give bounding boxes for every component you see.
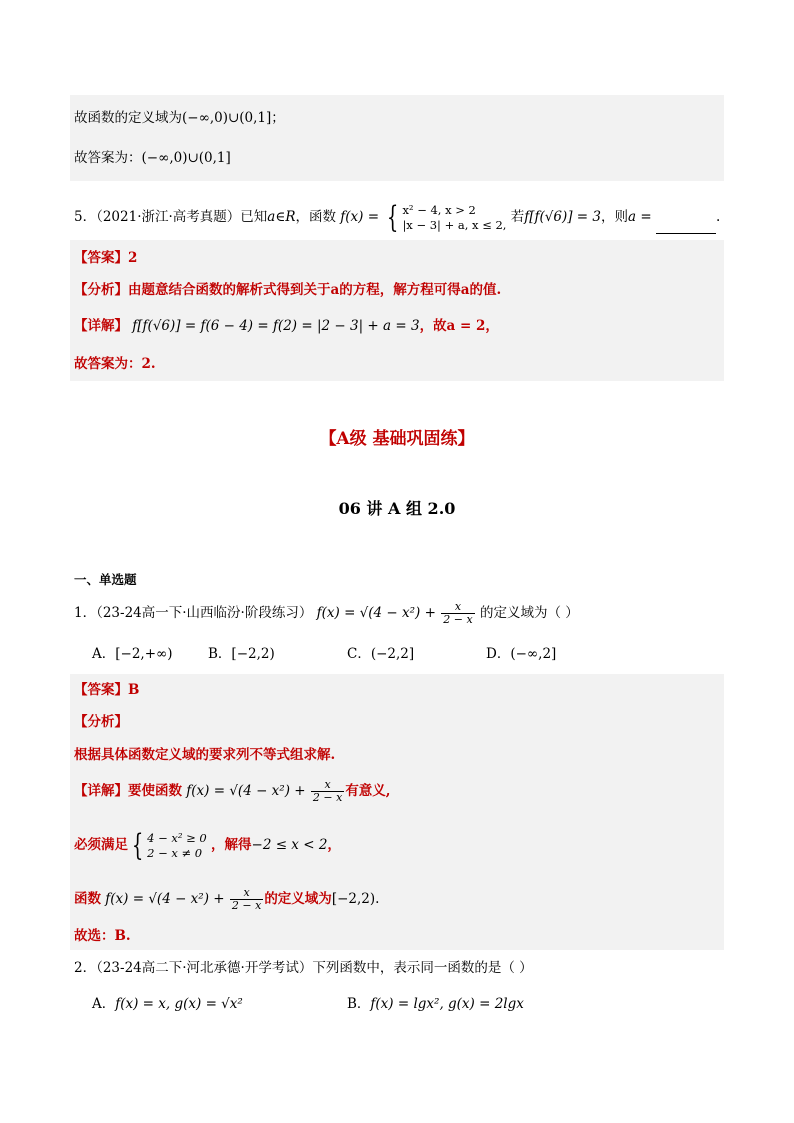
prev-answer-line: 故答案为：(−∞,0)∪(0,1] [74,150,231,166]
option-value: [−2,+∞) [115,646,173,662]
q1-option-b[interactable] [208,644,275,664]
q5-if: 若 [510,209,525,225]
q5-case-2: |x − 3| + a, x ≤ 2, [402,217,507,232]
answer-tag: 【答案】 [74,682,128,698]
option-label: D． [486,646,511,662]
q1-option-c[interactable] [347,644,414,664]
q1-analysis-text: 根据具体函数定义域的要求列不等式组求解. [74,747,336,763]
cond-cases [147,831,207,861]
question-2-stem: 2．（23-24高二下·河北承德·开学考试）下列函数中，表示同一函数的是（ ） [74,960,533,976]
cond-pre: 必须满足 [74,837,128,853]
cond-1: 4 − x² ≥ 0 [147,830,207,845]
detail-math: f[f(√6)] = f(6 − 4) = f(2) = |2 − 3| + a = 3 [132,318,420,334]
answer-panel-q5 [70,240,724,381]
option-value: f(x) = x, g(x) = √x² [115,996,243,1012]
q1-fraction [441,601,474,626]
domain-frac-den: 2 − x [231,899,262,912]
q5-answer-line [74,248,137,268]
detail-post: 有意义, [345,783,391,799]
q2-option-b[interactable] [347,994,524,1014]
q5-analysis-line [74,280,501,300]
q5-cases [402,203,506,233]
domain-end: . [375,891,380,907]
option-value: (−2,2] [370,646,415,662]
q1-frac-den: 2 − x [443,613,473,626]
q1-analysis-tag: 【分析】 [74,714,128,730]
section-sub-title: 06 讲 A 组 2.0 [338,499,456,518]
q1-answer-line [74,680,139,700]
q1-prefix: 1．（23-24高一下·山西临汾·阶段练习） [74,605,313,621]
q2-option-a[interactable] [92,994,243,1014]
q5-fx: f(x) = [340,209,380,225]
cond-result: −2 ≤ x < 2 [251,837,328,853]
question-5-stem [74,200,720,234]
detail-pre: 要使函数 [128,783,182,799]
q1-frac-num: x [441,601,474,614]
cond-2: 2 − x ≠ 0 [147,845,203,860]
q5-prefix: 5．（2021·浙江·高考真题）已知 [74,209,268,225]
detail-fraction [311,779,344,804]
option-label: B． [208,646,232,662]
domain-val: [−2,2) [331,891,376,907]
q1-fx: f(x) = √(4 − x²) + [316,605,436,621]
q5-brace: { [387,199,399,235]
analysis-tag: 【分析】 [74,282,128,298]
domain-mid: 的定义域为 [264,891,332,907]
question-1-stem [74,598,579,628]
answer-tag: 【答案】 [74,250,128,266]
q1-condition-line [74,828,341,862]
option-label: A． [92,996,116,1012]
q5-a-in-r: a∈R [267,209,296,225]
cond-brace: { [131,827,144,863]
detail-end: ，故a = 2， [419,318,499,334]
detail-frac-den: 2 − x [312,791,343,804]
part-heading: 一、单选题 [74,572,137,587]
q1-detail-line [74,776,391,806]
detail-tag: 【详解】 [74,318,128,334]
domain-pre: 函数 [74,891,101,907]
q5-answer-blank [656,219,716,234]
analysis-text: 由题意结合函数的解析式得到关于a的方程，解方程可得a的值. [128,282,502,298]
q5-end: . [715,209,721,225]
option-value: [−2,2) [231,646,275,662]
q1-final: 故选：B. [74,928,131,944]
answer-value: 2 [128,250,138,266]
option-label: A． [92,646,116,662]
option-label: B． [347,996,371,1012]
q5-case-1: x² − 4, x > 2 [402,202,476,217]
q5-final: 故答案为：2. [74,356,156,372]
q5-mid: ，函数 [295,209,336,225]
q1-suffix: 的定义域为（ ） [479,605,579,621]
option-value: (−∞,2] [510,646,557,662]
answer-value: B [128,682,140,698]
domain-fx: f(x) = √(4 − x²) + [105,891,225,907]
option-value: f(x) = lgx², g(x) = 2lgx [370,996,524,1012]
q1-domain-line [74,884,379,914]
detail-frac-num: x [311,779,344,792]
q5-detail-line [74,316,499,336]
detail-fx: f(x) = √(4 − x²) + [186,783,306,799]
q5-then: ，则 [601,209,629,225]
domain-fraction [230,887,263,912]
cond-post: ，解得 [211,837,252,853]
q5-cond: f[f(√6)] = 3 [524,209,602,225]
prev-domain-line: 故函数的定义域为(−∞,0)∪(0,1]； [74,110,285,126]
detail-tag: 【详解】 [74,783,128,799]
q1-option-a[interactable] [92,644,173,664]
q5-a-eq: a = [628,209,652,225]
cond-end: ， [327,837,341,853]
section-level-title: 【A级 基础巩固练】 [319,429,475,449]
domain-frac-num: x [230,887,263,900]
q1-option-d[interactable] [486,644,556,664]
option-label: C． [347,646,371,662]
